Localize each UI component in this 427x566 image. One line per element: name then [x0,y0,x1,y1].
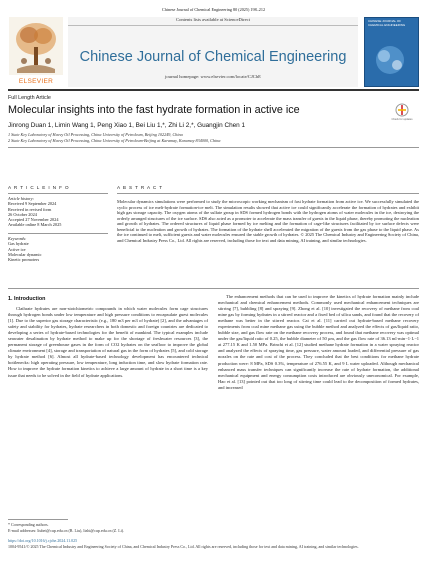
abstract-text: Molecular dynamics simulations were performed to study the microscopic working mechanism of fast hydrate formation from active ice. We successfully simulated the cyclic process of ice melt-hydrate formation-ice melt. The simulation results showed that active ice could significantly accelerate the formation of hydrates and exhibit high gas storage capacity. The oxygen atoms of the sulfate group in SDS formed hydrogen bonds with the hydrogen atoms of water molecules in the ice, destroying the orderly arranged structures of the ice surface. SDS also acted as a promoter to accelerate the mass transfer of guests in the liquid phase, thereby promoting the nucleation and growth of hydrates. The ordered structures of liquid phase formed by ice melting and the formation of cage-like structures facilitated by ice surface defects were beneficial to the nucleation and growth of hydrates. The formation of the hydrate shell accelerated the migration of the guests from the gas phase to the liquid phase. As the ice continued to melt, sufficient guests and water molecules ensured the stable growth of hydrates. [117,199,419,238]
history-item: Received 9 September 2024 [8,201,57,207]
issn-copyright: 1004-9541/© 2025 The Chemical Industry and Engineering Society of China, and Chemical Industry Press Co., Ltd. All rights are reserved, including those for text and data mining, AI training, and similar technologies. [8,544,359,549]
history-item: Accepted 27 November 2024 [8,217,59,223]
keyword: Active ice [8,246,26,252]
footnote-rule [8,519,68,520]
footnote-emails: E-mail addresses: liubei@cup.edu.cn (B. Liu), lizhi@cup.edu.cn (Z. Li). [8,528,125,533]
article-type: Full Length Article [8,95,51,101]
abstract-body [117,199,419,243]
header-divider [68,25,358,26]
history-item: Available online 8 March 2025 [8,222,62,228]
keyword: Molecular dynamic [8,251,42,257]
header-rule [8,89,419,91]
introduction-heading: 1. Introduction [8,296,46,302]
affiliation-2: 2 State Key Laboratory of Heavy Oil Processing, China University of Petroleum-Beijing at Karamay, Karamay 834000, China [8,138,221,143]
keywords-label: Keywords: [8,236,27,241]
abstract-copyright: © 2025 The Chemical Industry and Engineering Society of China, and Chemical Industry Press Co., Ltd. All rights are reserved, including those for text and data mining, AI training, and similar technologies. [117,232,420,243]
keyword: Kinetic promoters [8,257,40,263]
journal-title: Chinese Journal of Chemical Engineering [79,49,347,65]
cover-art [370,40,411,80]
article-title: Molecular insights into the fast hydrate formation in active ice [8,104,300,116]
journal-homepage[interactable]: journal homepage: www.elsevier.com/locate/CJChE [165,74,261,79]
abstract-bottom-rule [8,288,419,289]
abstract-rule [117,193,419,194]
cover-title: CHINESE JOURNAL OF CHEMICAL ENGINEERING [368,19,406,27]
footnote-corresponding: * Corresponding authors. [8,522,49,527]
article-history [8,196,108,228]
contents-text: Contents lists available at ScienceDirect [176,17,250,22]
history-label: Article history: [8,196,35,201]
keywords-rule [8,233,108,234]
intro-right-column: The enhancement methods that can be used to improve the kinetics of hydrate formation mainly include mechanical and chemical enhancement methods. Commonly used mechanical enhancement techniques are stirring [7], bubbling [8] and spraying [9]. Zhong et al. [10] investigated the recovery of methane from coal mine gas by forming hydrates in a stirred reactor and a fixed bed of silica sands, and found that the recovery of methane was better in the stirred reactor. Cai et al. [11] carried out hydrate-based methane recovery experiments from coal mine methane gas using the bubble method and analyzed the effects of gas/liquid ratio, bubble size, and gas flow rate on the methane recovery process, and found that methane recovery was optimal under the gas/liquid ratio of 0.25, the bubble diameter of 50 μm, and the gas flow rate of 36.13 ml·min−1·L−1 at 277.15 K and 1.50 MPa. Brinchi et al. [12] studied methane hydrate formation in a water spraying reactor and analyzed the effects of spraying time, gas pressure, water amount loaded, and differential pressure of gas nozzles on the rate and cost of the process. They concluded that the best conditions for methane hydrate production were: 8 MPa, SDS 0.3%, temperature of 276.55 K, and 9 L water uploaded. Although mechanical enhanced mass transfer techniques can significantly increase the rate of hydrate formation, the additional mechanical equipment and energy consumption costs introduced are obviously uneconomical. For example, Hao et al. [13] pointed out that too long of stirring time could lead to the decomposition of formed hydrates, and increased [218,294,419,390]
keywords-block [8,236,108,262]
journal-reference: Chinese Journal of Chemical Engineering 80 (2025) 198–212 [161,7,266,12]
elsevier-wordmark: ELSEVIER [18,78,54,85]
elsevier-logo [9,17,63,75]
keyword: Gas hydrate [8,241,29,247]
contents-line [68,17,358,22]
svg-text:Check for updates: Check for updates [391,118,413,121]
author-list: Jinrong Duan 1, Limin Wang 1, Peng Xiao 1, Bei Liu 1,*, Zhi Li 2,*, Guangjin Chen 1 [8,122,246,129]
section-divider [8,147,419,148]
abstract-heading: A B S T R A C T [117,185,163,190]
article-info-rule [8,193,108,194]
intro-left-column: Clathrate hydrates are non-stoichiometric compounds in which water molecules form cage structures through hydrogen bonds under low temperature and high pressure conditions to encapsulate guest molecules [1]. Due to the superior gas storage characteristic (e.g., 180 m3 per m3 of hydrate) [2], and the advantages of safety and stability for hydrates, hydrate researchers in both domestic and foreign countries are dedicated to developing a series of hydrate-based technologies for the benefit of mankind. The typical examples include seawater desalination by hydrate method to make up for the shortage of freshwater resources [3], the permanent storage of greenhouse gases in the form of CO2 hydrates on the seafloor to improve the global climate environment [4], storage and transportation of natural gas in the form of hydrates [5], and cold storage by hydrate method [6]. Almost all hydrate-based technology development has encountered technical bottlenecks: high operating pressure, low temperature, long induction time, and slow hydrate formation rate. How to improve the hydrate formation kinetics to achieve a large amount of hydrate in a short time is a key issue that needs to be solved in the field of hydrate applications. [8,306,208,378]
crossmark-icon[interactable] [391,103,413,121]
history-item: Received in revised form [8,206,52,212]
affiliation-1: 1 State Key Laboratory of Heavy Oil Processing, China University of Petroleum, Beijing 102249, China [8,132,183,137]
history-item: 26 October 2024 [8,211,37,217]
article-info-heading: A R T I C L E I N F O [8,185,70,190]
doi-link[interactable]: https://doi.org/10.1016/j.cjche.2024.11.025 [8,538,78,543]
